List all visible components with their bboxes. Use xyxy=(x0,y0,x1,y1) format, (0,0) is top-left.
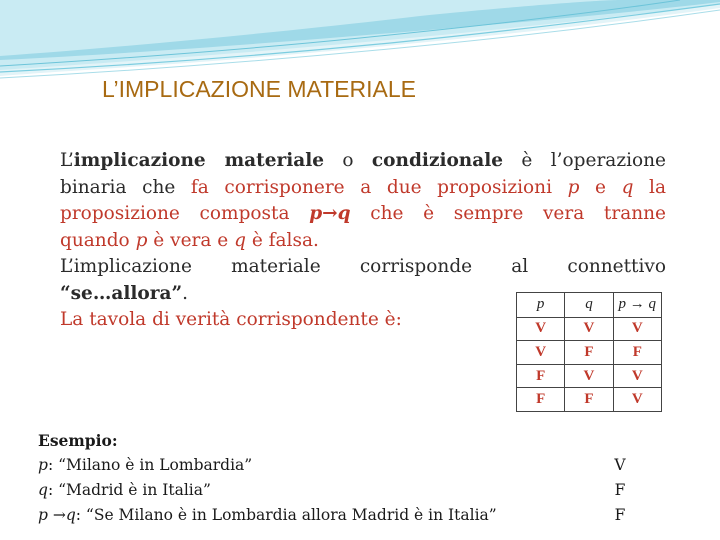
truth-table-cell: V xyxy=(565,317,613,341)
truth-table-row xyxy=(517,388,662,412)
truth-table-row xyxy=(517,364,662,388)
example-value: F xyxy=(614,506,626,524)
truth-table-row xyxy=(517,341,662,365)
truth-table-cell: V xyxy=(517,341,565,365)
truth-table-cell: F xyxy=(517,388,565,412)
truth-table xyxy=(516,292,662,412)
connective-line-1: L’implicazione materiale corrisponde al connettivo xyxy=(60,256,666,277)
truth-table-cell: V xyxy=(613,364,661,388)
connective-line-2: “se…allora”. xyxy=(60,282,188,304)
truth-table-header: p → q xyxy=(613,293,661,318)
truth-table-header-row xyxy=(517,293,662,318)
truth-table-header: q xyxy=(565,293,613,318)
truth-table-cell: V xyxy=(565,364,613,388)
example-truth-values xyxy=(612,453,628,528)
truth-table-cell: F xyxy=(565,341,613,365)
example-line-p: p: “Milano è in Lombardia” xyxy=(38,456,253,474)
truth-table-cell: V xyxy=(613,317,661,341)
definition-line-1: L’implicazione materiale o condizionale è l’operazione xyxy=(60,150,666,171)
example-line-implication: p →q: “Se Milano è in Lombardia allora Madrid è in Italia” xyxy=(38,506,497,524)
slide-title: L’IMPLICAZIONE MATERIALE xyxy=(102,76,416,102)
example-value: V xyxy=(614,456,626,474)
truth-table-header: p xyxy=(517,293,565,318)
truth-table-cell: F xyxy=(517,364,565,388)
truth-table-intro: La tavola di verità corrispondente è: xyxy=(60,309,402,330)
definition-line-3: proposizione composta p→q che è sempre vera tranne xyxy=(60,203,666,224)
example-line-q: q: “Madrid è in Italia” xyxy=(38,481,211,499)
truth-table-row xyxy=(517,317,662,341)
example-block xyxy=(38,428,497,528)
truth-table-cell: F xyxy=(613,341,661,365)
bullet-paragraph-definition xyxy=(38,148,666,254)
truth-table-cell: F xyxy=(565,388,613,412)
definition-line-4: quando p è vera e q è falsa. xyxy=(60,229,319,251)
example-label: Esempio: xyxy=(38,431,118,450)
example-value: F xyxy=(614,481,626,499)
truth-table-cell: V xyxy=(613,388,661,412)
definition-line-2: binaria che fa corrisponere a due proposizioni p e q la xyxy=(60,176,666,198)
truth-table-cell: V xyxy=(517,317,565,341)
